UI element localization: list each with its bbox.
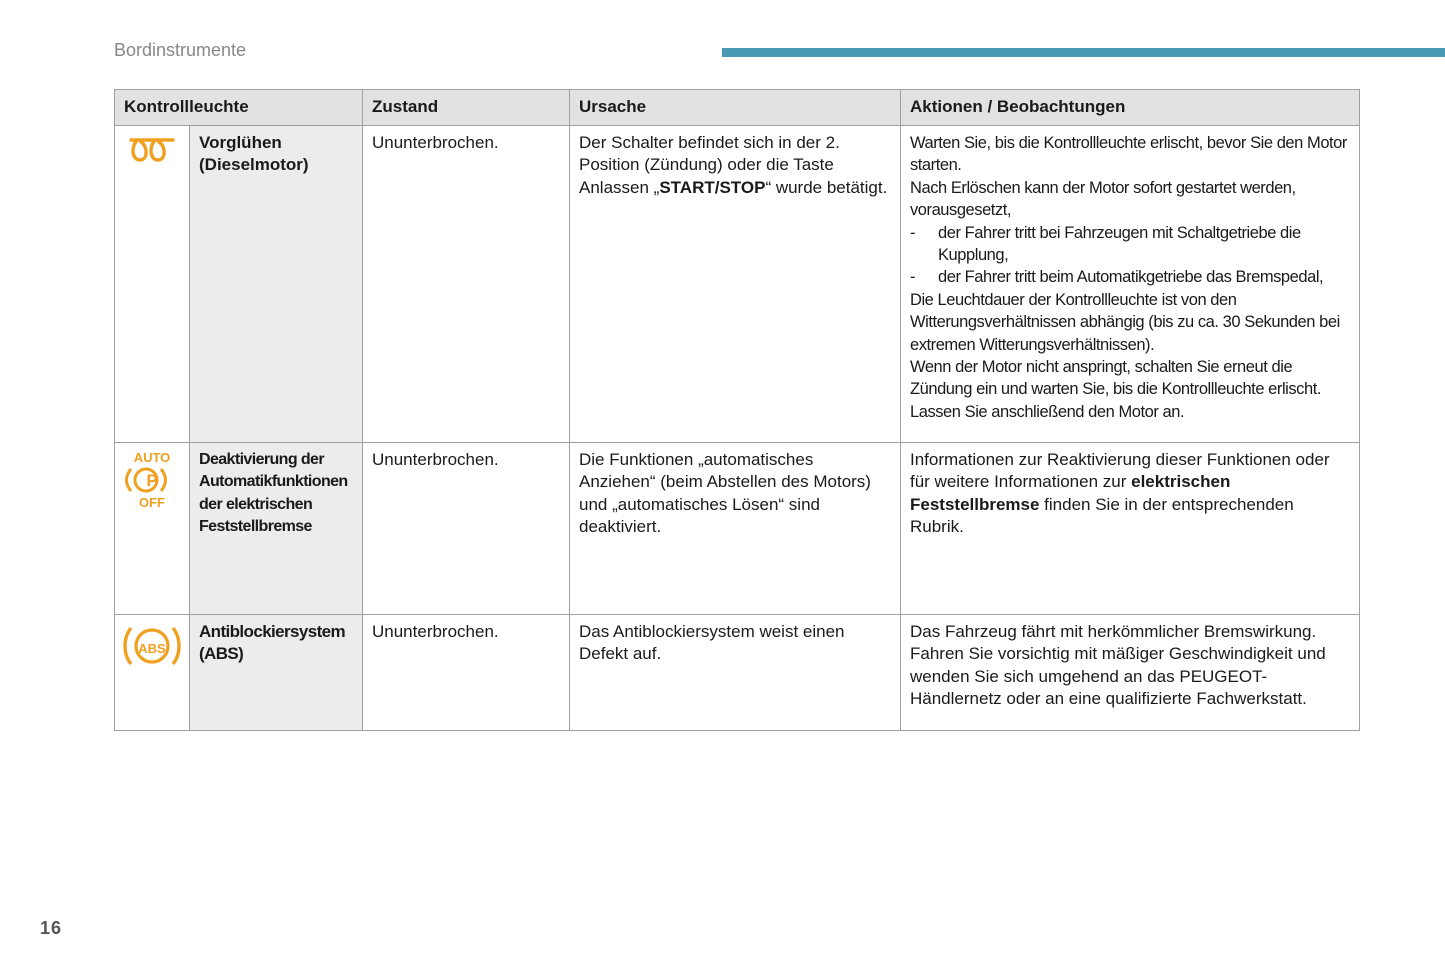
cause-text-end: “ wurde betätigt. (765, 177, 888, 197)
actions (901, 126, 1360, 443)
actions-paragraph: Wenn der Motor nicht anspringt, schalten Sie erneut die Zündung ein und warten Sie, bis die Kontrollleuchte erlischt. Lassen Sie anschließend den Motor an. (910, 358, 1321, 421)
bullet-text: der Fahrer tritt bei Fahrzeugen mit Schaltgetriebe die Kupplung, (938, 223, 1301, 265)
icon-label-off: OFF (139, 495, 165, 510)
actions-text: Informationen zur Reaktivierung dieser Funktionen oder für weitere Informationen zur (910, 450, 1330, 492)
header-zustand: Zustand (363, 90, 570, 126)
actions-paragraph: Warten Sie, bis die Kontrollleuchte erlischt, bevor Sie den Motor starten. (910, 134, 1347, 175)
bullet-item (910, 222, 1350, 267)
icon-cell (115, 443, 190, 615)
abs-label: ABS (138, 641, 166, 656)
light-name: Vorglühen (Dieselmotor) (190, 126, 363, 443)
actions-bold: elektrischen Feststellbremse (910, 472, 1231, 514)
actions-paragraph: Die Leuchtdauer der Kontrollleuchte ist von den Witterungsverhältnissen abhängig (bis zu ca. 30 Sekunden bei extremen Witterungsverhältnissen). (910, 290, 1340, 354)
bullet-dash: - (910, 268, 916, 287)
icon-label-p: P (146, 471, 158, 490)
bullet-item (910, 266, 1350, 288)
actions-paragraph: Nach Erlöschen kann der Motor sofort gestartet werden, vorausgesetzt, (910, 178, 1296, 220)
page-number: 16 (40, 918, 63, 938)
header-kontrollleuchte: Kontrollleuchte (115, 90, 363, 126)
abs-icon (123, 623, 181, 669)
glow-plug-icon (129, 134, 175, 164)
cause: Die Funktionen „automatisches Anziehen“ (beim Abstellen des Motors) und „automatisches Lösen“ sind deaktiviert. (570, 443, 901, 615)
icon-cell (115, 615, 190, 731)
table-row (115, 126, 1360, 443)
cause-bold: START/STOP (659, 177, 766, 197)
state: Ununterbrochen. (363, 126, 570, 443)
header-aktionen: Aktionen / Beobachtungen (901, 90, 1360, 126)
cause (570, 126, 901, 443)
actions: Das Fahrzeug fährt mit herkömmlicher Bremswirkung. Fahren Sie vorsichtig mit mäßiger Geschwindigkeit und wenden Sie sich umgehend an das PEUGEOT-Händlernetz oder an eine qualifizierte Fachwerkstatt. (901, 615, 1360, 731)
bullet-dash: - (910, 223, 916, 242)
table-header (115, 90, 1360, 126)
table-row (115, 443, 1360, 615)
state: Ununterbrochen. (363, 443, 570, 615)
auto-p-off-icon (123, 451, 181, 509)
warning-lights-table (114, 89, 1360, 731)
cause-text: Der Schalter befindet sich in der 2. Position (Zündung) oder die Taste Anlassen „ (579, 133, 840, 197)
icon-cell (115, 126, 190, 443)
header-ursache: Ursache (570, 90, 901, 126)
actions (901, 443, 1360, 615)
section-title: Bordinstrumente (114, 40, 247, 60)
light-name: Antiblockiersystem (ABS) (190, 615, 363, 731)
actions-text-end: finden Sie in der entsprechenden Rubrik. (910, 494, 1294, 537)
bullet-text: der Fahrer tritt beim Automatikgetriebe das Bremspedal, (938, 268, 1324, 287)
cause: Das Antiblockiersystem weist einen Defekt auf. (570, 615, 901, 731)
accent-bar (722, 48, 1445, 57)
table-row (115, 615, 1360, 731)
state: Ununterbrochen. (363, 615, 570, 731)
icon-label-auto: AUTO (133, 450, 171, 465)
light-name: Deaktivierung der Automatikfunktionen der elektrischen Feststellbremse (190, 443, 363, 615)
